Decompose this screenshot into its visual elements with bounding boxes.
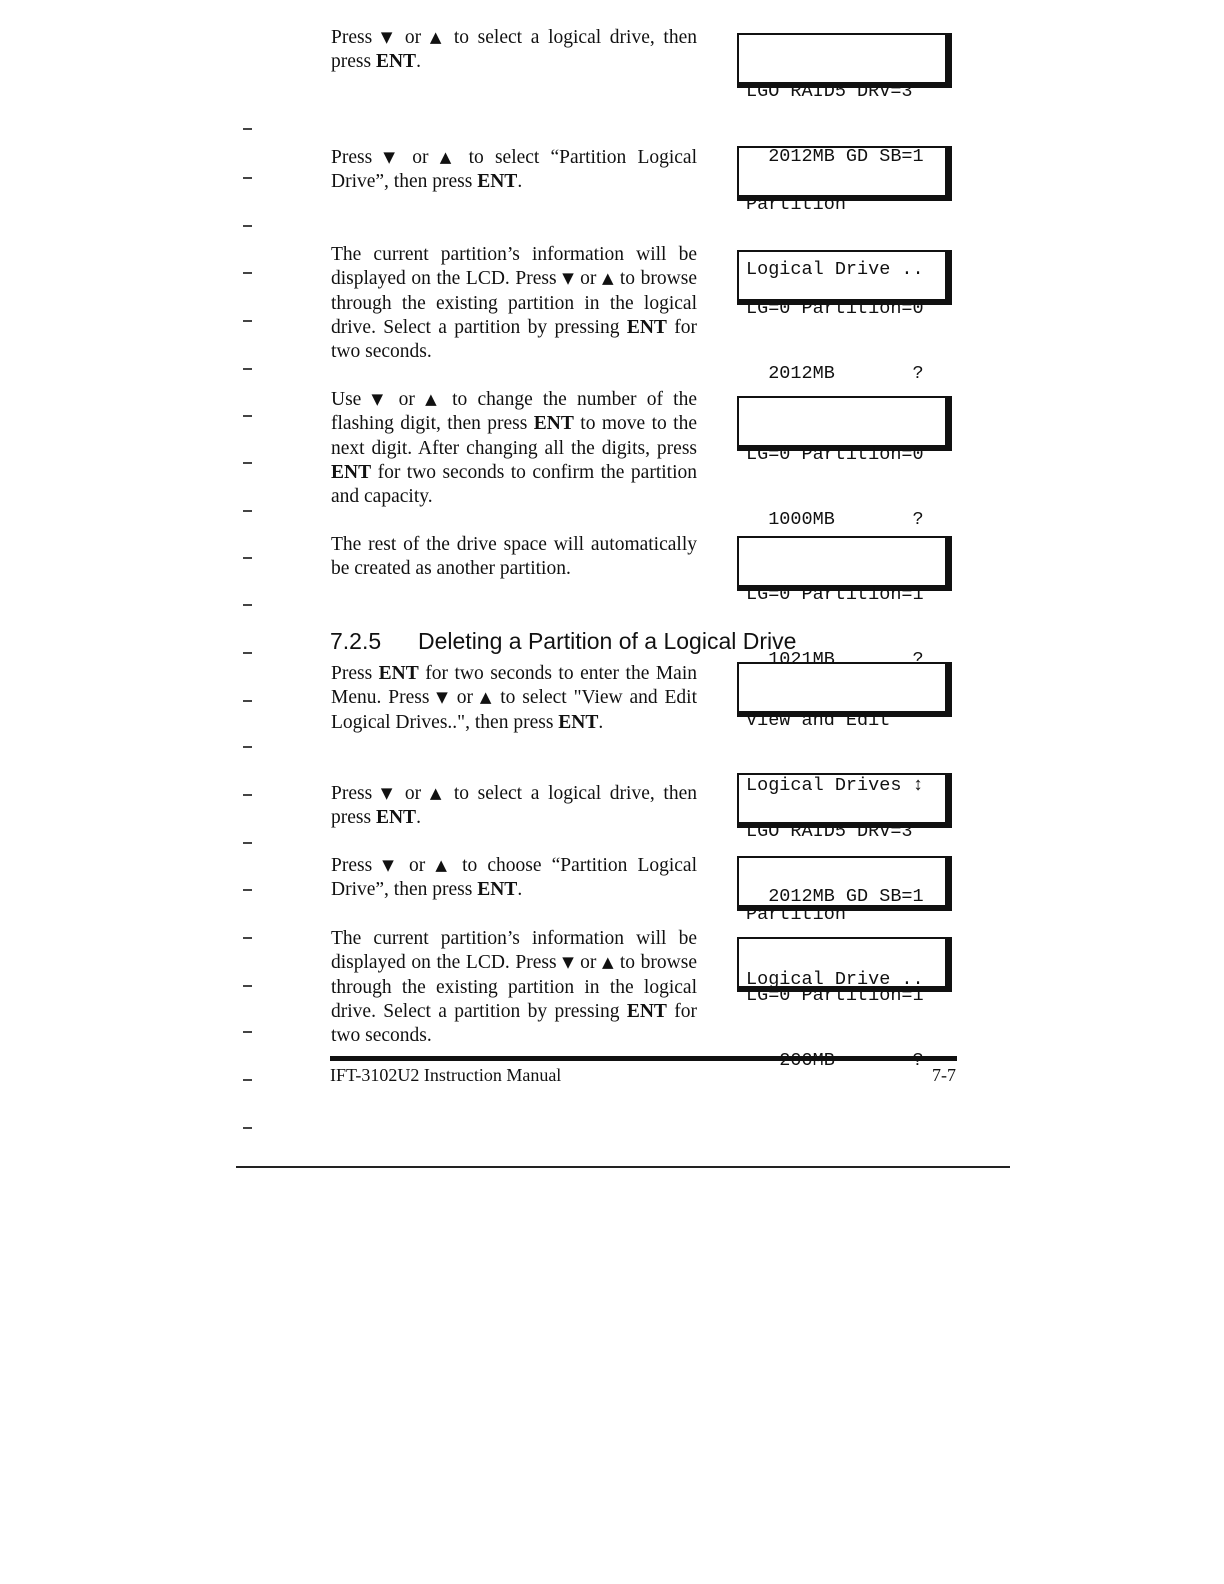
- up-arrow-icon: ▲: [435, 856, 453, 874]
- down-arrow-icon: ▼: [562, 953, 575, 972]
- margin-mark: [243, 652, 252, 654]
- instruction-step: [331, 662, 697, 735]
- margin-mark: [243, 746, 252, 748]
- section-heading: [330, 627, 796, 655]
- lcd-display: [737, 396, 952, 530]
- section-number: 7.2.5: [330, 628, 382, 654]
- margin-mark: [243, 320, 252, 322]
- lcd-line-2: 2012MB GD SB=1: [746, 885, 924, 907]
- lcd-display: [737, 536, 952, 670]
- step-text: for two seconds to enter the Main Menu. Press: [331, 663, 697, 709]
- step-text: Press: [331, 27, 381, 48]
- margin-mark: [243, 842, 252, 844]
- step-text: to select "View and Edit Logical Drives..", then press: [331, 687, 697, 733]
- instruction-step: [331, 243, 697, 364]
- step-text: .: [416, 807, 421, 829]
- lcd-line-1: Partition: [746, 904, 846, 925]
- step-text: or: [398, 855, 436, 876]
- step-text: for two seconds to confirm the partition and capacity.: [331, 461, 697, 508]
- instruction-step: [331, 854, 697, 903]
- down-arrow-icon: ▼: [371, 390, 389, 408]
- down-arrow-icon: ▼: [562, 269, 575, 288]
- down-arrow-icon: ▼: [382, 856, 399, 874]
- step-text: or: [574, 952, 602, 974]
- step-text: or: [574, 268, 602, 290]
- lcd-line-1: View and Edit: [746, 710, 891, 731]
- instruction-step: [331, 388, 697, 509]
- step-text: or: [449, 687, 480, 709]
- key-label: ENT: [331, 461, 372, 483]
- margin-mark: [243, 700, 252, 702]
- margin-mark: [243, 510, 252, 512]
- margin-mark: [243, 462, 252, 464]
- key-label: ENT: [477, 879, 518, 901]
- key-label: ENT: [477, 171, 518, 193]
- lcd-line-1: LG=0 Partition=1: [746, 985, 924, 1006]
- lcd-display: [737, 773, 952, 907]
- up-arrow-icon: ▲: [429, 28, 446, 46]
- instruction-step: [331, 927, 697, 1048]
- margin-mark: [243, 557, 252, 559]
- up-arrow-icon: ▲: [439, 148, 458, 166]
- lcd-line-1: LGO RAID5 DRV=3: [746, 821, 913, 842]
- margin-mark: [243, 272, 252, 274]
- instruction-step: [331, 146, 697, 195]
- step-text: Use: [331, 389, 372, 410]
- step-text: to browse through the existing partition in the logical drive. Select a partition by pressing: [331, 268, 697, 338]
- margin-mark: [243, 415, 252, 417]
- lcd-display: [737, 937, 952, 1006]
- lcd-line-2: 1000MB ?: [746, 508, 924, 530]
- step-text: .: [416, 51, 421, 73]
- lcd-line-2: 2012MB GD SB=1: [746, 145, 924, 167]
- margin-mark: [243, 937, 252, 939]
- step-text: for two seconds.: [331, 1000, 697, 1047]
- step-text: Press: [331, 855, 383, 876]
- step-text: The current partition’s information will be displayed on the LCD. Press: [331, 244, 697, 290]
- margin-mark: [243, 889, 252, 891]
- page-bottom-rule: [236, 1166, 1010, 1168]
- margin-mark: [243, 128, 252, 130]
- step-text: Press: [331, 783, 381, 804]
- lcd-line-2: 2012MB ?: [746, 362, 924, 384]
- step-text: The current partition’s information will be displayed on the LCD. Press: [331, 928, 697, 974]
- down-arrow-icon: ▼: [380, 28, 397, 46]
- key-label: ENT: [558, 711, 599, 733]
- step-text: or: [396, 783, 430, 804]
- down-arrow-icon: ▼: [383, 148, 402, 166]
- margin-mark: [243, 794, 252, 796]
- step-text: to choose “Partition Logical Drive”, then press: [331, 855, 698, 901]
- footer-page-number: 7-7: [932, 1065, 956, 1085]
- key-label: ENT: [626, 316, 667, 338]
- lcd-line-2: Logical Drive ..: [746, 258, 924, 280]
- down-arrow-icon: ▼: [436, 688, 450, 707]
- step-text: to select a logical drive, then press: [331, 27, 698, 73]
- lcd-line-1: LG=0 Partition=0: [746, 298, 924, 319]
- up-arrow-icon: ▲: [429, 784, 446, 802]
- step-text: or: [388, 389, 426, 410]
- step-text: to browse through the existing partition in the logical drive. Select a partition by pressing: [331, 952, 697, 1022]
- step-text: to move to the next digit. After changing all the digits, press: [331, 413, 697, 459]
- section-title: Deleting a Partition of a Logical Drive: [418, 628, 797, 654]
- step-text: The rest of the drive space will automatically be created as another partition.: [331, 534, 697, 580]
- key-label: ENT: [375, 807, 417, 829]
- key-label: ENT: [378, 663, 419, 684]
- lcd-display: [737, 146, 952, 280]
- lcd-display: [737, 662, 952, 796]
- lcd-display: [737, 33, 952, 167]
- lcd-line-1: Partition: [746, 194, 846, 215]
- margin-mark: [243, 1079, 252, 1081]
- instruction-step: [331, 26, 697, 75]
- key-label: ENT: [626, 1000, 667, 1022]
- key-label: ENT: [533, 413, 574, 435]
- margin-mark: [243, 1127, 252, 1129]
- footer-manual-title: IFT-3102U2 Instruction Manual: [330, 1065, 562, 1085]
- down-arrow-icon: ▼: [380, 784, 397, 802]
- up-arrow-icon: ▲: [425, 390, 442, 408]
- up-arrow-icon: ▲: [601, 953, 615, 972]
- lcd-line-1: LG=0 Partition=1: [746, 584, 924, 605]
- margin-mark: [243, 368, 252, 370]
- step-text: Press: [331, 147, 384, 168]
- lcd-line-1: LGO RAID5 DRV=3: [746, 81, 913, 102]
- margin-mark: [243, 985, 252, 987]
- margin-mark: [243, 1031, 252, 1033]
- step-text: to select a logical drive, then press: [331, 783, 698, 829]
- step-text: or: [396, 27, 430, 48]
- key-label: ENT: [375, 51, 417, 73]
- footer-rule: [330, 1056, 957, 1061]
- step-text: for two seconds.: [331, 316, 697, 363]
- step-text: to select “Partition Logical Drive”, then press: [331, 147, 698, 193]
- lcd-line-2: Logical Drives ↕: [746, 774, 924, 796]
- instruction-step: [331, 533, 697, 582]
- lcd-line-2: Logical Drive ..: [746, 968, 924, 990]
- step-text: .: [517, 879, 523, 901]
- up-arrow-icon: ▲: [479, 688, 494, 707]
- lcd-display: [737, 250, 952, 384]
- step-text: or: [401, 147, 440, 168]
- step-text: .: [598, 711, 604, 733]
- margin-mark: [243, 177, 252, 179]
- margin-mark: [243, 604, 252, 606]
- margin-mark: [243, 225, 252, 227]
- step-text: Press: [331, 663, 379, 684]
- lcd-line-1: LG=0 Partition=0: [746, 444, 924, 465]
- lcd-line-2: 1021MB ?: [746, 648, 924, 670]
- instruction-step: [331, 782, 697, 831]
- step-text: to change the number of the flashing digit, then press: [331, 389, 697, 435]
- lcd-display: [737, 856, 952, 990]
- up-arrow-icon: ▲: [601, 269, 615, 288]
- step-text: .: [517, 171, 523, 193]
